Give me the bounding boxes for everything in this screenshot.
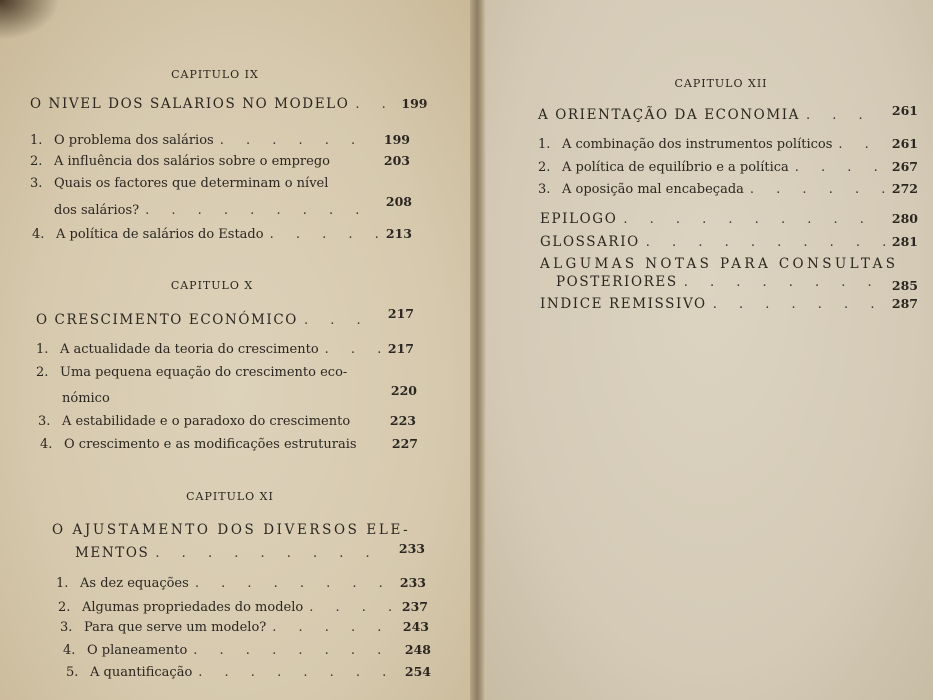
toc-entry	[58, 599, 428, 615]
section-title-continued: nómico	[62, 391, 110, 406]
back-matter-continuation	[556, 274, 918, 293]
page-number: 227	[391, 436, 418, 451]
section-title-continued: dos salários?	[54, 203, 140, 218]
page-number: 281	[891, 234, 918, 249]
toc-entry	[30, 132, 410, 148]
chapter-title-row	[538, 103, 918, 123]
right-page	[486, 0, 933, 700]
page-number: 243	[402, 619, 429, 634]
toc-entry	[36, 341, 414, 357]
page-number: 287	[891, 296, 918, 311]
chapter-title: O AJUSTAMENTO DOS DIVERSOS ELE-	[52, 522, 411, 538]
back-matter-title: EPILOGO	[540, 211, 618, 227]
page-number: 261	[891, 103, 918, 118]
page-number: 217	[387, 341, 414, 356]
page-number: 233	[398, 541, 425, 556]
toc-entry	[32, 226, 412, 242]
chapter-title-continued: MENTOS	[75, 545, 150, 561]
back-matter-entry	[540, 234, 918, 250]
chapter-title-continuation	[75, 541, 425, 561]
chapter-title-row	[30, 96, 428, 112]
toc-entry	[60, 619, 429, 635]
section-number: 3.	[60, 620, 73, 635]
chapter-title: O CRESCIMENTO ECONÓMICO	[36, 312, 298, 328]
page-number: 217	[387, 306, 414, 321]
section-title: O problema dos salários	[54, 133, 214, 148]
section-number: 4.	[63, 643, 76, 658]
back-matter-entry	[540, 211, 918, 227]
toc-entry	[538, 181, 918, 197]
section-title: A oposição mal encabeçada	[562, 182, 744, 197]
chapter-heading: CAPITULO X	[170, 279, 254, 292]
page-number: 213	[385, 226, 412, 241]
toc-entry	[66, 664, 431, 680]
page-number: 208	[385, 194, 412, 209]
chapter-title: A ORIENTAÇÃO DA ECONOMIA	[538, 107, 801, 123]
section-number: 3.	[38, 414, 51, 429]
page-number: 285	[891, 278, 918, 293]
page-number: 203	[383, 153, 410, 168]
page-number: 220	[390, 383, 417, 398]
section-title: As dez equações	[80, 576, 189, 591]
section-number: 1.	[36, 342, 49, 357]
section-number: 4.	[32, 227, 45, 242]
section-title: Algumas propriedades do modelo	[82, 600, 304, 615]
page-number: 199	[401, 96, 428, 111]
section-number: 4.	[40, 437, 53, 452]
toc-entry	[538, 159, 918, 175]
section-title: A actualidade da teoria do crescimento	[60, 342, 319, 357]
section-title: Quais os factores que determinam o nível	[54, 176, 329, 191]
back-matter-title: ALGUMAS NOTAS PARA CONSULTAS	[540, 256, 899, 272]
section-number: 3.	[538, 182, 551, 197]
chapter-title: O NIVEL DOS SALARIOS NO MODELO	[30, 96, 350, 112]
back-matter-title: INDICE REMISSIVO	[540, 296, 707, 312]
section-number: 2.	[36, 365, 49, 380]
chapter-heading: CAPITULO XII	[674, 77, 768, 90]
toc-entry	[30, 176, 410, 191]
toc-entry	[63, 642, 431, 658]
page-number: 233	[399, 575, 426, 590]
section-number: 2.	[30, 154, 43, 169]
section-title: A quantificação	[90, 665, 193, 680]
section-number: 1.	[538, 137, 551, 152]
back-matter-title-continued: POSTERIORES	[556, 274, 678, 290]
chapter-heading: CAPITULO IX	[171, 68, 259, 81]
page-number: 254	[404, 664, 431, 679]
toc-entry	[56, 575, 426, 591]
section-number: 3.	[30, 176, 43, 191]
toc-entry	[538, 136, 918, 152]
toc-entry	[30, 153, 410, 169]
section-number: 1.	[30, 133, 43, 148]
section-number: 2.	[58, 600, 71, 615]
section-title: Para que serve um modelo?	[84, 620, 267, 635]
toc-entry-continuation	[54, 194, 412, 218]
back-matter-title: GLOSSARIO	[540, 234, 640, 250]
page-number: 272	[891, 181, 918, 196]
toc-entry	[40, 436, 418, 452]
page-number: 199	[383, 132, 410, 147]
page-number: 248	[404, 642, 431, 657]
section-title: Uma pequena equação do crescimento eco-	[60, 365, 348, 380]
toc-entry	[36, 365, 414, 380]
chapter-title-row	[52, 522, 411, 538]
section-title: A política de salários do Estado	[56, 227, 264, 242]
back-matter-entry	[540, 256, 918, 272]
section-number: 2.	[538, 160, 551, 175]
section-title: A combinação dos instrumentos políticos	[562, 137, 833, 152]
page-number: 267	[891, 159, 918, 174]
section-number: 1.	[56, 576, 69, 591]
chapter-title-row	[36, 306, 414, 328]
toc-entry-continuation	[62, 383, 417, 406]
section-title: O planeamento	[87, 643, 188, 658]
page-number: 223	[389, 413, 416, 428]
book-gutter	[470, 0, 486, 700]
section-title: A política de equilíbrio e a política	[562, 160, 789, 175]
section-number: 5.	[66, 665, 79, 680]
section-title: A influência dos salários sobre o emprego	[54, 154, 330, 169]
back-matter-entry	[540, 296, 918, 312]
page-number: 237	[401, 599, 428, 614]
page-number: 280	[891, 211, 918, 226]
page-number: 261	[891, 136, 918, 151]
toc-entry	[38, 413, 416, 429]
section-title: O crescimento e as modificações estruturais	[64, 437, 357, 452]
section-title: A estabilidade e o paradoxo do crescimento	[62, 414, 351, 429]
chapter-heading: CAPITULO XI	[186, 490, 274, 503]
